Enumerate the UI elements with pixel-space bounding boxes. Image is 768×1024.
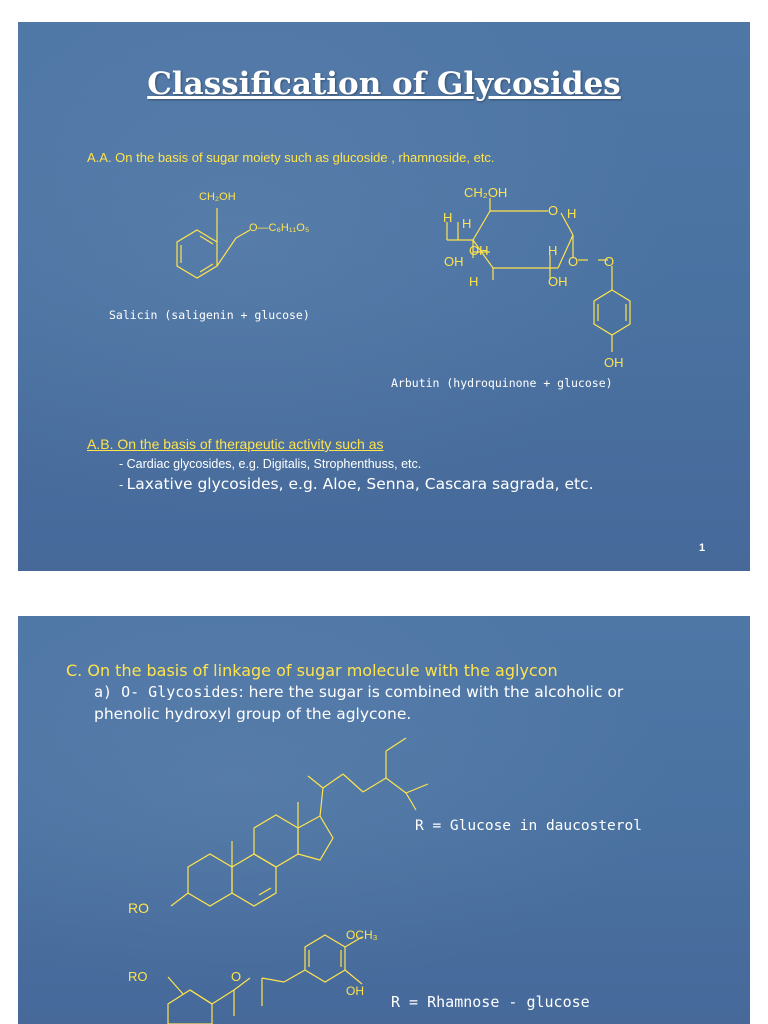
section-b-heading: A.B. On the basis of therapeutic activity such as — [87, 436, 384, 452]
arbutin-benzene-ring — [594, 290, 630, 335]
arbutin-h-bottom-left: H — [469, 274, 479, 289]
arbutin-caption: Arbutin (hydroquinone + glucose) — [391, 376, 613, 390]
arbutin-h-top-right: H — [567, 206, 577, 221]
phenyl-ring — [305, 935, 345, 982]
arbutin-ring-oxygen: O — [548, 203, 559, 218]
laxative-glycosides-item — [119, 475, 594, 493]
arbutin-h-top-left: H — [443, 210, 453, 225]
rhamnoside-oh: OH — [346, 984, 364, 998]
section-a-heading: A.A. On the basis of sugar moiety such as glucoside , rhamnoside, etc. — [87, 150, 495, 165]
slide-2 — [18, 616, 750, 1024]
arbutin-oh-mid: OH — [469, 243, 489, 258]
rhamnoside-ro: RO — [128, 969, 148, 984]
laxative-dash: - — [119, 478, 127, 492]
o-glycosides-rest: : here the sugar is combined with the alcoholic or — [238, 683, 624, 701]
daucosterol-ro: RO — [128, 900, 149, 916]
section-c-heading: C. On the basis of linkage of sugar molecule with the aglycon — [66, 661, 558, 680]
arbutin-oh-phenol: OH — [604, 355, 624, 370]
arbutin-h-top-left2: H — [462, 216, 472, 231]
rhamnoside-och3: OCH₃ — [346, 928, 378, 942]
daucosterol-label: R = Glucose in daucosterol — [415, 818, 642, 834]
salicin-o-substituent: O—C₆H₁₁O₅ — [249, 222, 310, 234]
o-glycosides-line2: phenolic hydroxyl group of the aglycone. — [94, 705, 412, 723]
salicin-ch2oh: CH₂OH — [199, 191, 236, 203]
arbutin-ch2oh: CH₂OH — [464, 185, 508, 200]
slide-title: Classification of Glycosides — [147, 66, 621, 102]
arbutin-o-link1: O — [568, 254, 579, 269]
arbutin-oh-left: OH — [444, 254, 464, 269]
rhamnoside-ring-oxygen: O — [231, 969, 242, 984]
rhamnose-label: R = Rhamnose - glucose — [391, 993, 590, 1011]
salicin-caption: Salicin (saligenin + glucose) — [109, 308, 310, 322]
arbutin-oh-bottom: OH — [548, 274, 568, 289]
o-glycosides-prefix: a) O- Glycosides — [94, 683, 239, 701]
laxative-text: Laxative glycosides, e.g. Aloe, Senna, Cascara sagrada, etc. — [126, 475, 594, 493]
arbutin-o-link2: O — [604, 254, 615, 269]
page-number: 1 — [699, 542, 706, 554]
rhamnoside-structure — [18, 616, 750, 1024]
arbutin-h-mid: H — [548, 243, 558, 258]
slide-1 — [18, 22, 750, 571]
cardiac-glycosides-item: - Cardiac glycosides, e.g. Digitalis, Strophenthuss, etc. — [119, 457, 422, 471]
